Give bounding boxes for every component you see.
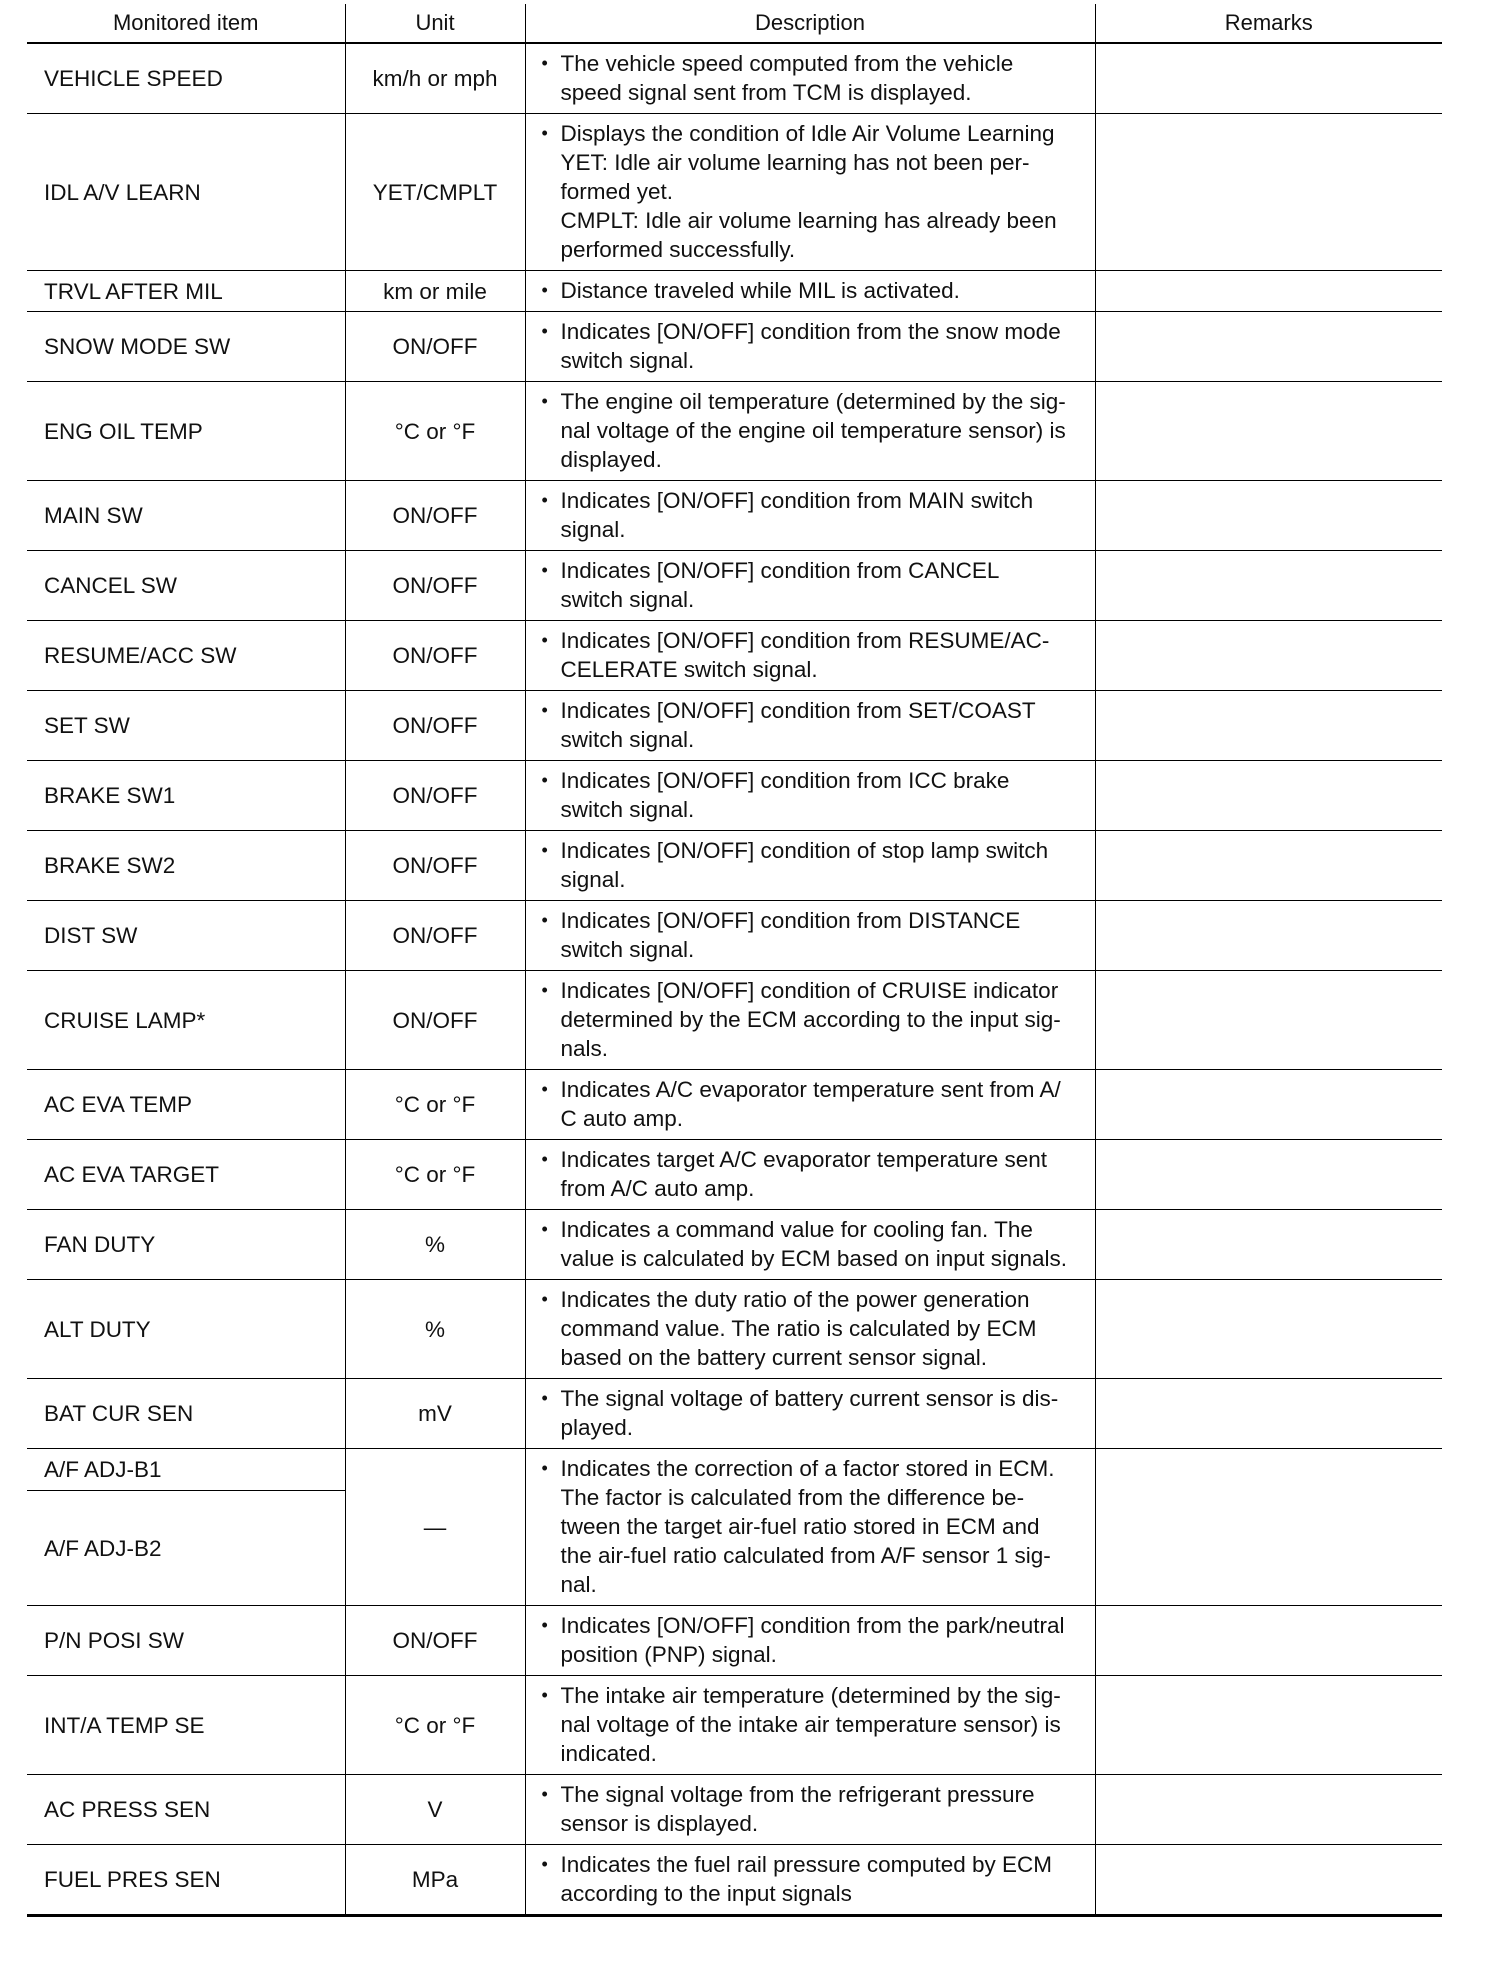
- table-row: [27, 901, 1442, 971]
- description-line: • Indicates [ON/OFF] condition from the snow mode: [560, 319, 1061, 344]
- monitor-table: [27, 4, 1442, 1917]
- table-row: [27, 1210, 1442, 1280]
- table-row: [27, 43, 1442, 114]
- description-line: nals.: [560, 1036, 609, 1061]
- description-line: indicated.: [560, 1741, 657, 1766]
- monitored-item-cell: AC PRESS SEN: [27, 1775, 345, 1845]
- table-row: [27, 271, 1442, 312]
- table-row: [27, 1379, 1442, 1449]
- monitored-item-cell: CRUISE LAMP*: [27, 971, 345, 1070]
- monitored-item-cell: A/F ADJ-B1: [27, 1449, 345, 1491]
- unit-cell: °C or °F: [345, 382, 525, 481]
- table-row: [27, 1676, 1442, 1775]
- header-unit: Unit: [345, 4, 525, 43]
- remarks-cell: [1095, 114, 1442, 271]
- monitored-item-cell: TRVL AFTER MIL: [27, 271, 345, 312]
- description-cell: [525, 1606, 1095, 1676]
- description-line: YET: Idle air volume learning has not been per-: [560, 150, 1030, 175]
- description-line: • Indicates the correction of a factor stored in ECM.: [560, 1456, 1055, 1481]
- description-cell: [525, 1676, 1095, 1775]
- unit-cell: ON/OFF: [345, 1606, 525, 1676]
- header-description: Description: [525, 4, 1095, 43]
- description-cell: [525, 621, 1095, 691]
- unit-cell: MPa: [345, 1845, 525, 1916]
- remarks-cell: [1095, 312, 1442, 382]
- remarks-cell: [1095, 1676, 1442, 1775]
- unit-cell: ON/OFF: [345, 831, 525, 901]
- remarks-cell: [1095, 761, 1442, 831]
- table-header: [27, 4, 1442, 43]
- description-line: according to the input signals: [560, 1881, 852, 1906]
- description-line: • Indicates A/C evaporator temperature sent from A/: [560, 1077, 1061, 1102]
- description-line: • Indicates target A/C evaporator temperature sent: [560, 1147, 1048, 1172]
- description-line: the air-fuel ratio calculated from A/F sensor 1 sig-: [560, 1543, 1051, 1568]
- description-cell: [525, 1210, 1095, 1280]
- description-line: signal.: [560, 867, 626, 892]
- description-line: nal voltage of the intake air temperature sensor) is: [560, 1712, 1061, 1737]
- description-cell: [525, 761, 1095, 831]
- description-line: speed signal sent from TCM is displayed.: [560, 80, 972, 105]
- description-cell: [525, 382, 1095, 481]
- description-line: The factor is calculated from the difference be-: [560, 1485, 1025, 1510]
- table-row: [27, 831, 1442, 901]
- description-line: CELERATE switch signal.: [560, 657, 818, 682]
- description-cell: [525, 1379, 1095, 1449]
- description-line: • Indicates [ON/OFF] condition from CANCEL: [560, 558, 1000, 583]
- remarks-cell: [1095, 1210, 1442, 1280]
- monitored-item-cell: VEHICLE SPEED: [27, 43, 345, 114]
- description-line: displayed.: [560, 447, 662, 472]
- table-row: [27, 621, 1442, 691]
- description-line: • Indicates [ON/OFF] condition from ICC brake: [560, 768, 1010, 793]
- monitored-item-cell: SET SW: [27, 691, 345, 761]
- description-line: • Indicates the duty ratio of the power generation: [560, 1287, 1030, 1312]
- description-cell: [525, 1449, 1095, 1606]
- table-row: [27, 761, 1442, 831]
- description-line: nal.: [560, 1572, 597, 1597]
- monitored-item-cell: BAT CUR SEN: [27, 1379, 345, 1449]
- table-row: [27, 1775, 1442, 1845]
- unit-cell: ON/OFF: [345, 971, 525, 1070]
- description-line: signal.: [560, 517, 626, 542]
- description-line: switch signal.: [560, 797, 695, 822]
- description-line: • The engine oil temperature (determined by the sig-: [560, 389, 1066, 414]
- monitored-item-cell: MAIN SW: [27, 481, 345, 551]
- description-line: • Distance traveled while MIL is activated.: [560, 278, 960, 303]
- unit-cell: mV: [345, 1379, 525, 1449]
- remarks-cell: [1095, 1379, 1442, 1449]
- monitored-item-cell: BRAKE SW1: [27, 761, 345, 831]
- description-line: determined by the ECM according to the input sig-: [560, 1007, 1061, 1032]
- description-cell: [525, 691, 1095, 761]
- remarks-cell: [1095, 1070, 1442, 1140]
- description-line: tween the target air-fuel ratio stored in ECM and: [560, 1514, 1040, 1539]
- monitored-item-cell: P/N POSI SW: [27, 1606, 345, 1676]
- description-line: switch signal.: [560, 727, 695, 752]
- description-line: based on the battery current sensor signal.: [560, 1345, 988, 1370]
- remarks-cell: [1095, 551, 1442, 621]
- monitored-item-cell: ALT DUTY: [27, 1280, 345, 1379]
- table-row: [27, 481, 1442, 551]
- unit-cell: °C or °F: [345, 1070, 525, 1140]
- monitored-item-cell: AC EVA TARGET: [27, 1140, 345, 1210]
- unit-cell: km/h or mph: [345, 43, 525, 114]
- monitored-item-cell: SNOW MODE SW: [27, 312, 345, 382]
- description-cell: [525, 481, 1095, 551]
- description-cell: [525, 901, 1095, 971]
- description-line: • Indicates [ON/OFF] condition from the park/neutral: [560, 1613, 1065, 1638]
- monitored-item-cell: BRAKE SW2: [27, 831, 345, 901]
- table-row: [27, 1280, 1442, 1379]
- monitored-item-cell: AC EVA TEMP: [27, 1070, 345, 1140]
- remarks-cell: [1095, 621, 1442, 691]
- table-row: [27, 1140, 1442, 1210]
- remarks-cell: [1095, 1449, 1442, 1606]
- description-line: switch signal.: [560, 937, 695, 962]
- remarks-cell: [1095, 1845, 1442, 1916]
- description-cell: [525, 43, 1095, 114]
- description-cell: [525, 1845, 1095, 1916]
- remarks-cell: [1095, 691, 1442, 761]
- unit-cell: %: [345, 1210, 525, 1280]
- monitored-item-cell: INT/A TEMP SE: [27, 1676, 345, 1775]
- description-line: performed successfully.: [560, 237, 796, 262]
- remarks-cell: [1095, 971, 1442, 1070]
- remarks-cell: [1095, 831, 1442, 901]
- unit-cell: ON/OFF: [345, 691, 525, 761]
- monitored-item-cell: FUEL PRES SEN: [27, 1845, 345, 1916]
- unit-cell: V: [345, 1775, 525, 1845]
- description-cell: [525, 114, 1095, 271]
- description-line: • The vehicle speed computed from the vehicle: [560, 51, 1014, 76]
- remarks-cell: [1095, 481, 1442, 551]
- description-line: • The signal voltage from the refrigerant pressure: [560, 1782, 1035, 1807]
- description-line: C auto amp.: [560, 1106, 684, 1131]
- remarks-cell: [1095, 43, 1442, 114]
- unit-cell: °C or °F: [345, 1676, 525, 1775]
- table-row: [27, 382, 1442, 481]
- description-line: sensor is displayed.: [560, 1811, 759, 1836]
- description-line: • Indicates the fuel rail pressure computed by ECM: [560, 1852, 1052, 1877]
- table-row: [27, 1449, 1442, 1491]
- table-row: [27, 1606, 1442, 1676]
- unit-cell: YET/CMPLT: [345, 114, 525, 271]
- unit-cell: —: [345, 1449, 525, 1606]
- description-line: switch signal.: [560, 587, 695, 612]
- unit-cell: ON/OFF: [345, 481, 525, 551]
- table-row: [27, 114, 1442, 271]
- table-row: [27, 691, 1442, 761]
- unit-cell: km or mile: [345, 271, 525, 312]
- description-line: value is calculated by ECM based on input signals.: [560, 1246, 1068, 1271]
- monitored-item-cell: A/F ADJ-B2: [27, 1491, 345, 1606]
- unit-cell: ON/OFF: [345, 312, 525, 382]
- description-cell: [525, 1140, 1095, 1210]
- monitored-item-cell: CANCEL SW: [27, 551, 345, 621]
- description-line: nal voltage of the engine oil temperature sensor) is: [560, 418, 1066, 443]
- description-line: CMPLT: Idle air volume learning has already been: [560, 208, 1057, 233]
- description-cell: [525, 1070, 1095, 1140]
- table-body: [27, 43, 1442, 1916]
- description-line: • Displays the condition of Idle Air Volume Learning: [560, 121, 1055, 146]
- header-monitored-item: Monitored item: [27, 4, 345, 43]
- description-cell: [525, 271, 1095, 312]
- unit-cell: °C or °F: [345, 1140, 525, 1210]
- description-cell: [525, 551, 1095, 621]
- unit-cell: ON/OFF: [345, 901, 525, 971]
- description-line: command value. The ratio is calculated by ECM: [560, 1316, 1037, 1341]
- remarks-cell: [1095, 1606, 1442, 1676]
- description-line: • The signal voltage of battery current sensor is dis-: [560, 1386, 1059, 1411]
- table-row: [27, 971, 1442, 1070]
- monitored-item-cell: ENG OIL TEMP: [27, 382, 345, 481]
- monitored-item-cell: RESUME/ACC SW: [27, 621, 345, 691]
- description-line: • Indicates [ON/OFF] condition from SET/COAST: [560, 698, 1036, 723]
- unit-cell: ON/OFF: [345, 621, 525, 691]
- monitored-item-cell: IDL A/V LEARN: [27, 114, 345, 271]
- description-line: • Indicates [ON/OFF] condition from RESUME/AC-: [560, 628, 1050, 653]
- description-line: played.: [560, 1415, 634, 1440]
- description-line: • Indicates [ON/OFF] condition from DISTANCE: [560, 908, 1021, 933]
- unit-cell: ON/OFF: [345, 551, 525, 621]
- unit-cell: %: [345, 1280, 525, 1379]
- description-line: switch signal.: [560, 348, 695, 373]
- monitored-item-cell: DIST SW: [27, 901, 345, 971]
- unit-cell: ON/OFF: [345, 761, 525, 831]
- table-row: [27, 312, 1442, 382]
- description-cell: [525, 312, 1095, 382]
- description-line: • The intake air temperature (determined by the sig-: [560, 1683, 1061, 1708]
- remarks-cell: [1095, 382, 1442, 481]
- remarks-cell: [1095, 1775, 1442, 1845]
- description-line: from A/C auto amp.: [560, 1176, 755, 1201]
- table-row: [27, 1070, 1442, 1140]
- remarks-cell: [1095, 1280, 1442, 1379]
- remarks-cell: [1095, 1140, 1442, 1210]
- description-line: position (PNP) signal.: [560, 1642, 777, 1667]
- monitored-item-cell: FAN DUTY: [27, 1210, 345, 1280]
- table-row: [27, 1845, 1442, 1916]
- description-line: formed yet.: [560, 179, 674, 204]
- remarks-cell: [1095, 901, 1442, 971]
- description-cell: [525, 1775, 1095, 1845]
- description-cell: [525, 1280, 1095, 1379]
- description-line: • Indicates a command value for cooling fan. The: [560, 1217, 1033, 1242]
- remarks-cell: [1095, 271, 1442, 312]
- description-cell: [525, 971, 1095, 1070]
- description-line: • Indicates [ON/OFF] condition of CRUISE indicator: [560, 978, 1059, 1003]
- description-line: • Indicates [ON/OFF] condition of stop lamp switch: [560, 838, 1049, 863]
- description-line: • Indicates [ON/OFF] condition from MAIN switch: [560, 488, 1034, 513]
- table-row: [27, 551, 1442, 621]
- header-remarks: Remarks: [1095, 4, 1442, 43]
- description-cell: [525, 831, 1095, 901]
